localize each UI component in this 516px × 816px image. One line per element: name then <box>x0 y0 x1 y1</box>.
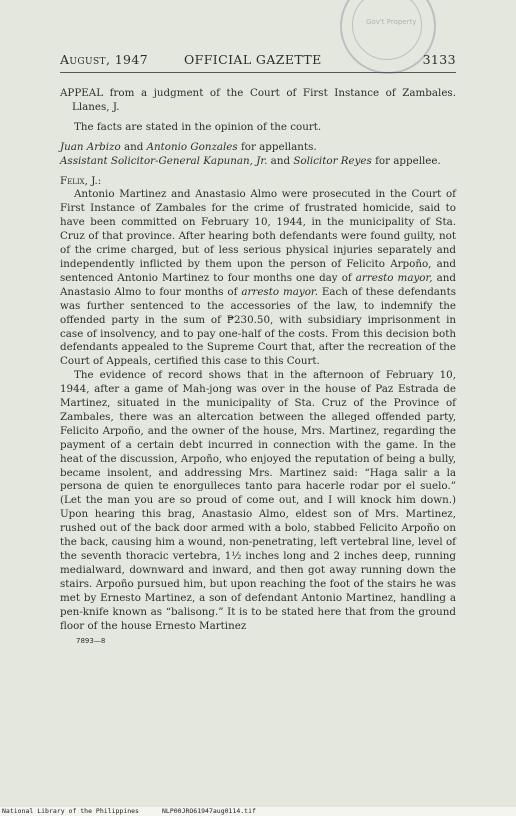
header-date: August, 1947 <box>60 52 149 67</box>
opinion-paragraph-1: Antonio Martinez and Anastasio Almo were prosecuted in the Court of First Instance of Zambales for the crime of frustrated homicide, said to have been committed on February 10, 1944, in the municipality of Sta. Cruz of that province. After hearing both defendants were found guilty, not of the crime charged, but of less serious physical injuries separately and independently inflicted by them upon the person of Felicito Arpoño, and sentenced Antonio Martinez to four months one day of arresto mayor, and Anastasio Almo to four months of arresto mayor. Each of these defendants was further sentenced to the accessories of the law, to indemnify the offended party in the sum of ₱230.50, with subsidiary imprisonment in case of insolvency, and to pay one-half of the costs. From this decision both defendants appealed to the Supreme Court that, after the recreation of the Court of Appeals, certified this case to this Court. <box>60 188 456 368</box>
header-rule <box>60 72 456 73</box>
header-title: OFFICIAL GAZETTE <box>184 52 322 67</box>
page-number: 3133 <box>422 52 456 67</box>
counsel-appellants: Juan Arbizo and Antonio Gonzales for appellants. <box>60 140 317 153</box>
opinion-paragraph-2: The evidence of record shows that in the afternoon of February 10, 1944, after a game of Mah-jong was over in the house of Paz Estrada de Martinez, situated in the municipality of Sta. Cruz of the Province of Zambales, there was an altercation between the alleged offended party, Felicito Arpoño, and the owner of the house, Mrs. Martinez, regarding the payment of a certain debt incurred in connection with the game. In the heat of the discussion, Arpoño, who enjoyed the reputation of being a bully, became insolent, and addressing Mrs. Martinez said: “Haga salir a la persona de quien te enorgulleces tanto para hacerle rodar por el suelo.” (Let the man you are so proud of come out, and I will knock him down.) Upon hearing this brag, Anastasio Almo, eldest son of Mrs. Martinez, rushed out of the back door armed with a bolo, stabbed Felicito Arpoño on the back, causing him a wound, non-penetrating, left vertebral line, level of the seventh thoracic vertebra, 1½ inches long and 2 inches deep, running medialward, downward and inward, and then got away running down the stairs. Arpoño pursued him, but upon reaching the foot of the stairs he was met by Ernesto Martinez, a son of defendant Antonio Martinez, handling a pen-knife known as “balisong.” It is to be stated here that from the ground floor of the house Ernesto Martinez <box>60 369 456 632</box>
counsel-name: Assistant Solicitor-General Kapunan, Jr. <box>60 154 268 167</box>
counsel-name: Juan Arbizo <box>60 140 121 153</box>
running-header <box>60 52 456 72</box>
appeal-line: APPEAL from a judgment of the Court of First Instance of Zambales. Llanes, J. <box>60 87 456 113</box>
counsel-name: Solicitor Reyes <box>293 154 372 167</box>
judge-heading: Felix, J.: <box>60 174 102 187</box>
facts-line: The facts are stated in the opinion of the court. <box>74 120 322 133</box>
stamp-inner-ring <box>352 0 422 60</box>
print-code: 7893—8 <box>76 637 106 646</box>
scan-footer <box>0 807 516 816</box>
footer-filename: NLP00JRO61947aug0114.tif <box>162 807 256 815</box>
stamp-text: Gov't Property <box>366 18 417 26</box>
counsel-appellee: Assistant Solicitor-General Kapunan, Jr. and Solicitor Reyes for appellee. <box>60 154 441 167</box>
counsel-name: Antonio Gonzales <box>146 140 238 153</box>
footer-library: National Library of the Philippines <box>2 807 139 815</box>
document-body <box>60 87 456 649</box>
